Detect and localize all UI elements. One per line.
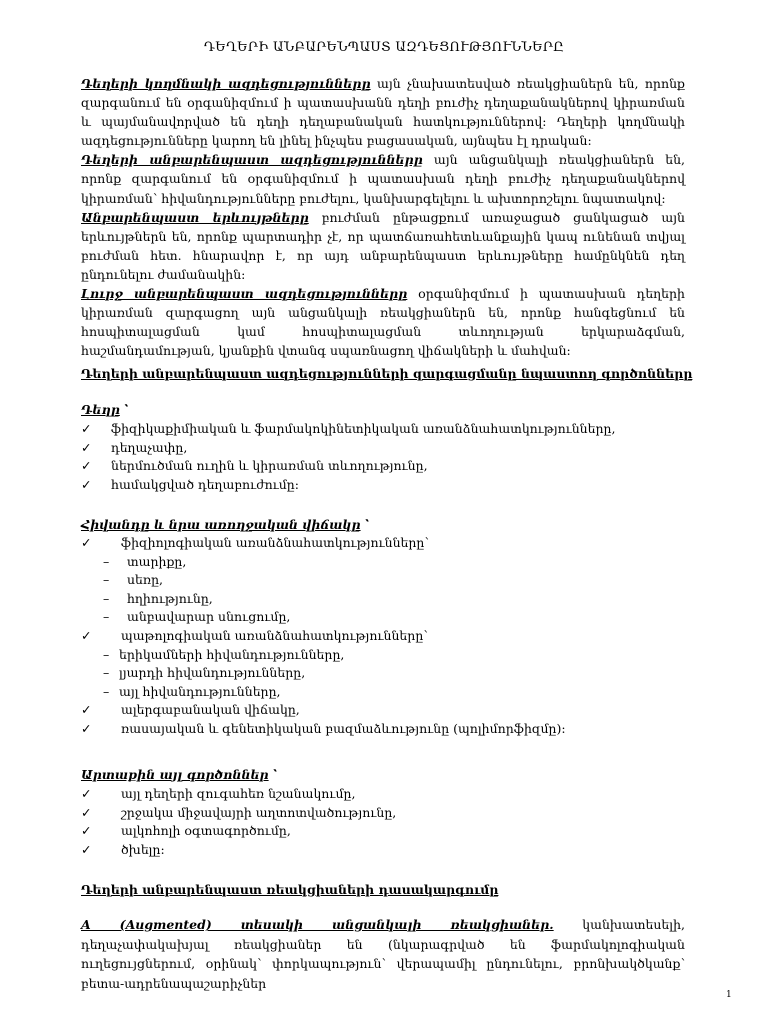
- list-item: ✓ ալկոհոլի օգտագործումը,: [81, 822, 701, 841]
- classification-paragraph: [81, 915, 685, 993]
- list-item: ✓ ծխելը:: [81, 841, 701, 860]
- checkmark-icon: ✓: [81, 476, 92, 492]
- checkmark-icon: ✓: [81, 439, 92, 455]
- paragraph-text: բուժման ընթացքում առաջացած ցանկացած այն երևույթներն են, որոնք պարտադիր չէ, որ պատճառահետևանքային կապ ունենան տվյալ բուժման հետ. հնարավոր է, որ այդ անբարենպաստ երևույթները համընկնեն դեղ ընդունելու ժամանակին:: [81, 209, 685, 282]
- document-title: ԴԵՂԵՐԻ ԱՆԲԱՐԵՆՊԱՍՏ ԱԶԴԵՑՈՒԹՅՈՒՆՆԵՐԸ: [203, 40, 565, 55]
- checkmark-icon: ✓: [81, 535, 92, 550]
- term-adverse-events: Անբարենպաստ երևույթները: [81, 209, 309, 225]
- dash-bullet: –: [103, 646, 110, 662]
- intro-section: [81, 74, 685, 360]
- dash-bullet: –: [103, 572, 110, 588]
- checkmark-icon: ✓: [81, 720, 92, 736]
- dash-bullet: –: [103, 683, 110, 699]
- paragraph-side-effects: [81, 74, 685, 150]
- dash-bullet: –: [103, 609, 110, 625]
- dash-bullet: –: [103, 590, 110, 606]
- subheading-text: Դեղը: [81, 402, 120, 417]
- list-item: ✓ ֆիզիկաքիմիական և ֆարմակոկինետիկական առանձնահատկությունները,: [81, 420, 701, 439]
- list-item: ✓ այլ դեղերի զուգահեռ նշանակումը,: [81, 785, 701, 804]
- checkmark-icon: ✓: [81, 458, 92, 474]
- paragraph-adverse-effects: [81, 150, 685, 207]
- list-item: ✓ ալերգաբանական վիճակը,: [81, 701, 701, 720]
- checkmark-icon: ✓: [81, 823, 92, 839]
- drug-factors-list: [81, 420, 701, 494]
- list-item: ✓ ռասայական և գենետիկական բազմաձևությունը (պոլիմորֆիզմը):: [81, 720, 701, 739]
- section-heading-factors: Դեղերի անբարենպաստ ազդեցությունների զարգացմանը նպաստող գործոնները: [81, 366, 693, 381]
- subheading-text: Արտաքին այլ գործոններ: [81, 767, 269, 782]
- paragraph-adverse-events: [81, 208, 685, 284]
- subheading-external: [81, 767, 681, 782]
- term-serious-adverse-effects: Լուրջ անբարենպաստ ազդեցությունները: [81, 286, 408, 302]
- checkmark-icon: ✓: [81, 627, 92, 643]
- paragraph-text: օրգանիզմում ի պատասխան դեղերի կիրառման զարգացող այն անցանկալի ռեակցիաներն են, որոնք հանգեցնում են հոսպիտալացման կամ հոսպիտալացման տևողության երկարաձգման, հաշմանդամության, կյանքին վտանգ սպառնացող վիճակների և մահվան:: [81, 286, 685, 359]
- paragraph-serious-adverse-effects: [81, 284, 685, 360]
- dash-bullet: –: [103, 553, 110, 569]
- list-item: ✓ ներմուծման ուղին և կիրառման տևողությունը,: [81, 457, 701, 476]
- list-item: – անբավարար սնուցումը,: [81, 608, 701, 627]
- list-item: ✓ ֆիզիոլոգիական առանձնահատկությունները՝: [81, 534, 701, 553]
- subheading-suffix: ՝: [272, 767, 278, 782]
- paragraph-text: այն անցանկալի ռեակցիաներն են, որոնք զարգանում են օրգանիզմում ի պատասխան դեղի բուժիչ դեղաքանակներով կիրառման՝ հիվանդությունները բուժելու, կանխարգելելու և ախտորոշելու նպատակով:: [81, 152, 685, 206]
- list-item: ✓ համակցված դեղաբուժումը:: [81, 476, 701, 495]
- subheading-patient: [81, 517, 681, 532]
- checkmark-icon: ✓: [81, 841, 92, 857]
- external-factors-list: [81, 785, 701, 859]
- dash-bullet: –: [103, 665, 110, 681]
- checkmark-icon: ✓: [81, 804, 92, 820]
- paragraph-text: կանխատեսելի, դեղաչափակախյալ ռեակցիաներ են (նկարագրված են ֆարմակոլոգիական ուղեցույցներում, օրինակ՝ փորկապություն՝ վերապամիլ ընդունելու, բրոնխակծկանք՝ բետա-ադրենապաշարիչներ: [81, 917, 685, 991]
- term-adverse-effects: Դեղերի անբարենպաստ ազդեցությունները: [81, 152, 423, 168]
- list-item: – հղիությունը,: [81, 590, 701, 609]
- paragraph-text: այն չնախատեսված ռեակցիաներն են, որոնք զարգանում են օրգանիզմում ի պատասխանն դեղի բուժիչ դեղաքանակներով կիրառման և պայմանավորված են դեղի դեղաբանական հատկություններով: Դեղերի կողմնակի ազդեցությունները կարող են լինել ինչպես բացասական, այնպես էլ դրական:: [81, 76, 685, 149]
- list-item: ✓ շրջակա միջավայրի աղտոտվածությունը,: [81, 804, 701, 823]
- list-item: ✓ պաթոլոգիական առանձնահատկությունները՝: [81, 627, 701, 646]
- paragraph-type-a: [81, 915, 685, 993]
- checkmark-icon: ✓: [81, 421, 92, 436]
- list-item: ✓ դեղաչափը,: [81, 439, 701, 458]
- list-item: – տարիքը,: [81, 553, 701, 572]
- checkmark-icon: ✓: [81, 786, 92, 801]
- subheading-suffix: ՝: [124, 402, 129, 417]
- term-type-a: A (Augmented) տեսակի անցանկալի ռեակցիաներ.: [81, 917, 554, 932]
- patient-factors-list: [81, 534, 701, 739]
- subheading-suffix: ՝: [364, 517, 369, 532]
- list-item: – սեռը,: [81, 571, 701, 590]
- subheading-drug: [81, 402, 681, 417]
- list-item: – լյարդի հիվանդությունները,: [81, 664, 701, 683]
- section-heading-classification: Դեղերի անբարենպաստ ռեակցիաների դասակարգումը: [81, 882, 499, 897]
- checkmark-icon: ✓: [81, 702, 92, 718]
- page-number: 1: [726, 990, 732, 1000]
- subheading-text: Հիվանդը և նրա առողջական վիճակը: [81, 517, 361, 532]
- list-item: – այլ հիվանդությունները,: [81, 683, 701, 702]
- list-item: – երիկամների հիվանդությունները,: [81, 646, 701, 665]
- term-side-effects: Դեղերի կողմնակի ազդեցությունները: [81, 76, 371, 91]
